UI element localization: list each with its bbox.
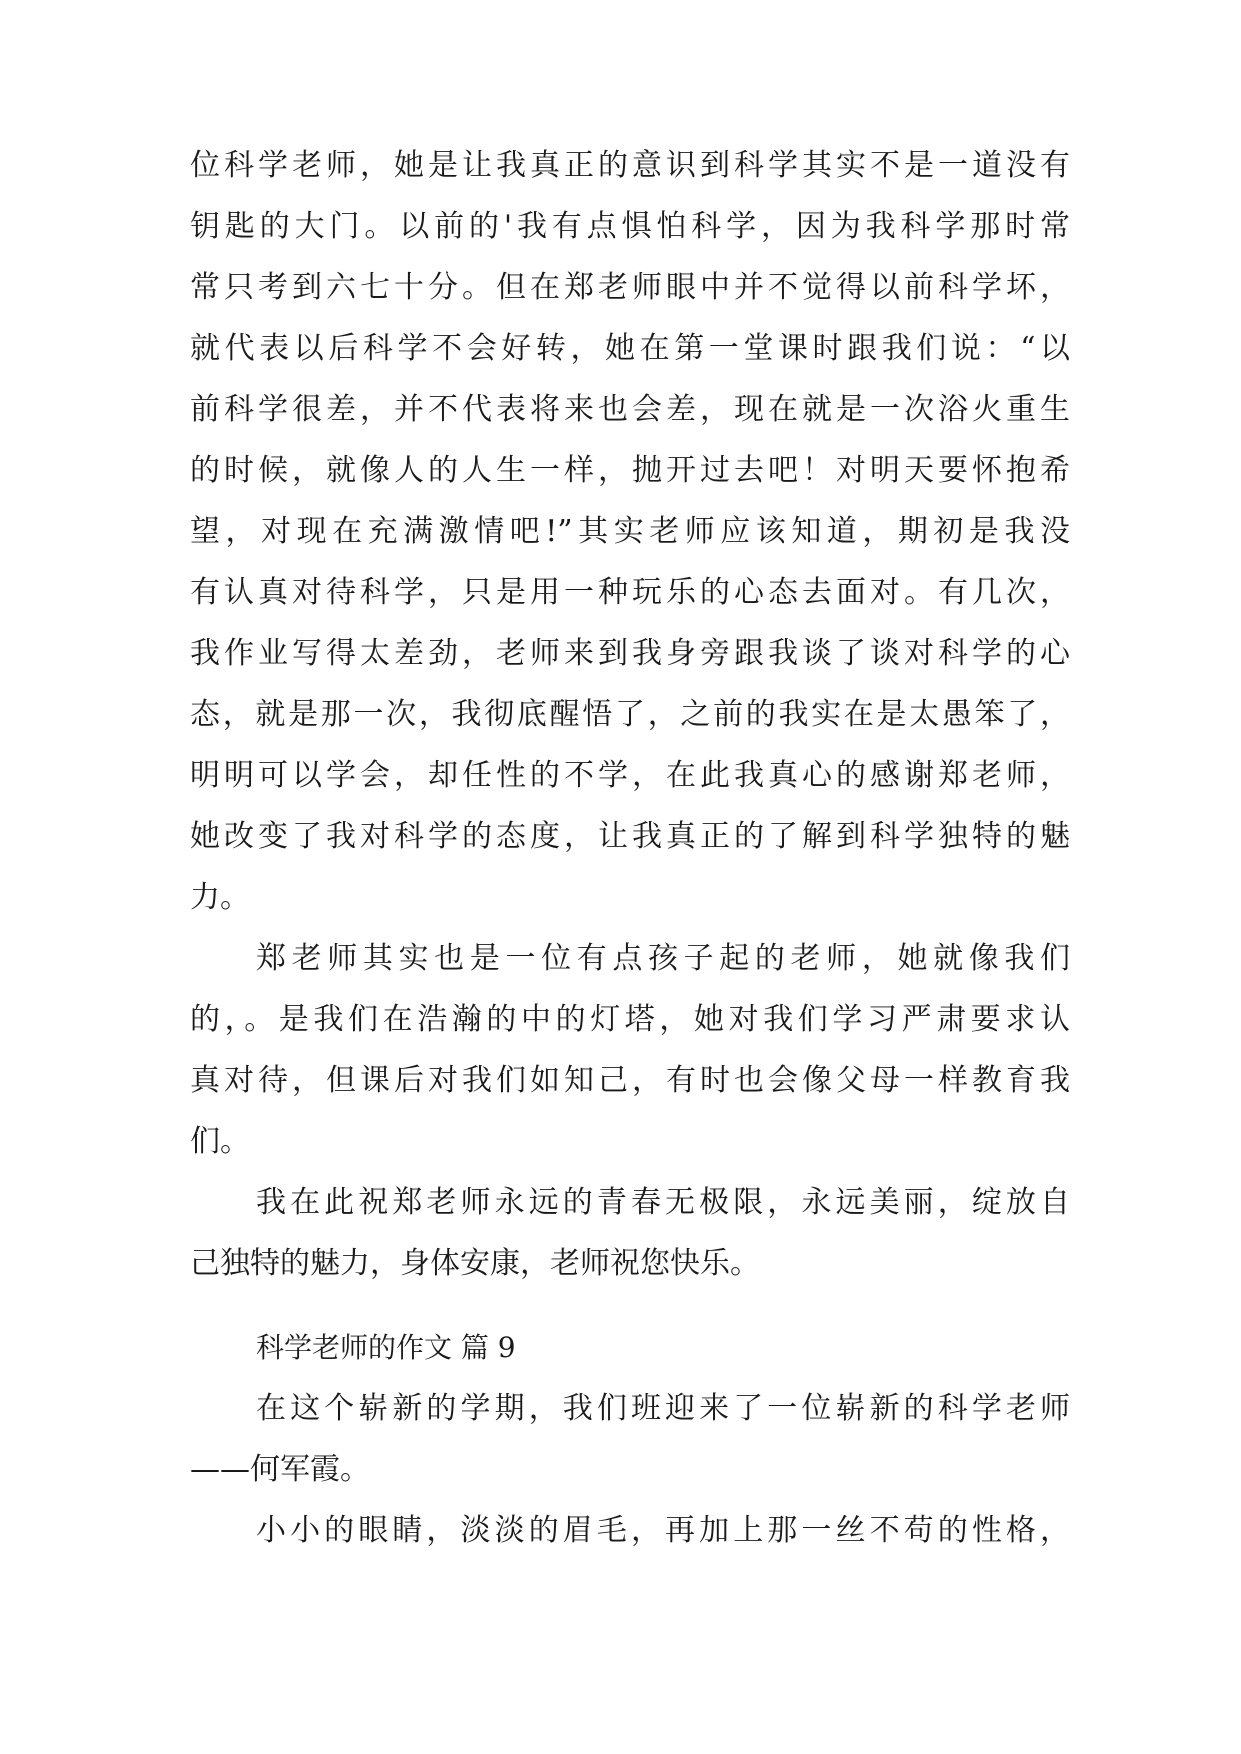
text-line: 位科学老师，她是让我真正的意识到科学其实不是一道没有 bbox=[190, 148, 1070, 183]
text-line: 前科学很差，并不代表将来也会差，现在就是一次浴火重生 bbox=[190, 392, 1070, 427]
text-line: 的时候，就像人的人生一样，抛开过去吧！对明天要怀抱希 bbox=[190, 453, 1070, 488]
paragraph-start-line: 我在此祝郑老师永远的青春无极限，永远美丽，绽放自 bbox=[256, 1185, 1070, 1220]
paragraph-start-line: 小小的眼睛，淡淡的眉毛，再加上那一丝不苟的性格， bbox=[256, 1513, 1070, 1548]
text-line: 望，对现在充满激情吧!”其实老师应该知道，期初是我没 bbox=[190, 514, 1070, 549]
text-line: 力。 bbox=[190, 880, 250, 915]
text-line: 钥匙的大门。以前的'我有点惧怕科学，因为我科学那时常 bbox=[190, 209, 1070, 244]
text-line: 们。 bbox=[190, 1124, 250, 1159]
paragraph-start-line: 在这个崭新的学期，我们班迎来了一位崭新的科学老师 bbox=[256, 1391, 1070, 1426]
text-line: 我作业写得太差劲，老师来到我身旁跟我谈了谈对科学的心 bbox=[190, 636, 1070, 671]
text-line: 她改变了我对科学的态度，让我真正的了解到科学独特的魅 bbox=[190, 819, 1070, 854]
text-line: 有认真对待科学，只是用一种玩乐的心态去面对。有几次， bbox=[190, 575, 1070, 610]
text-line: 常只考到六七十分。但在郑老师眼中并不觉得以前科学坏， bbox=[190, 270, 1070, 305]
paragraph-start-line: 郑老师其实也是一位有点孩子起的老师，她就像我们 bbox=[256, 941, 1070, 976]
text-line: ——何军霞。 bbox=[190, 1452, 370, 1487]
text-line: 真对待，但课后对我们如知己，有时也会像父母一样教育我 bbox=[190, 1063, 1070, 1098]
text-line: 的，。是我们在浩瀚的中的灯塔，她对我们学习严肃要求认 bbox=[190, 1002, 1070, 1037]
section-heading: 科学老师的作文 篇 9 bbox=[256, 1331, 516, 1364]
text-line: 己独特的魅力，身体安康，老师祝您快乐。 bbox=[190, 1246, 760, 1281]
text-line: 就代表以后科学不会好转，她在第一堂课时跟我们说：“以 bbox=[190, 331, 1070, 366]
text-line: 态，就是那一次，我彻底醒悟了，之前的我实在是太愚笨了， bbox=[190, 697, 1070, 732]
text-line: 明明可以学会，却任性的不学，在此我真心的感谢郑老师， bbox=[190, 758, 1070, 793]
